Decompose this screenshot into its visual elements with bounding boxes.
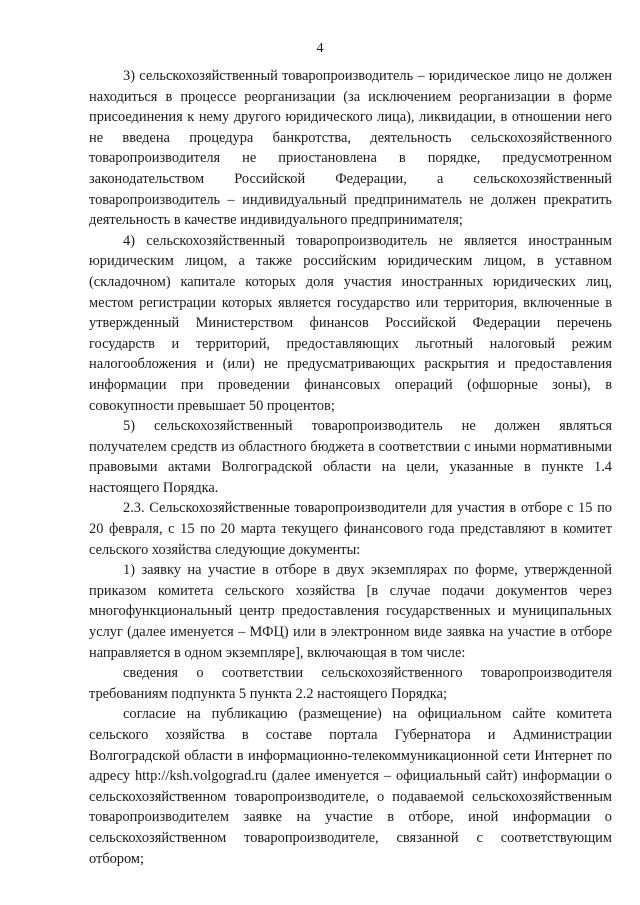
page-number: 4 <box>316 41 324 56</box>
paragraph-clause-3: 3) сельскохозяйственный товаропроизводитель – юридическое лицо не должен находиться в процессе реорганизации (за исключением реорганизации в форме присоединения к нему другого юридического лица), ликвидации, в отношении него не введена процедура банкротства, деятельность сельскохозяйственного товаропроизводителя не приостановлена в порядке, предусмотренном законодательством Российской Федерации, а сельскохозяйственный товаропроизводитель – индивидуальный предприниматель не должен прекратить деятельность в качестве индивидуального предпринимателя; <box>89 68 612 229</box>
paragraph-publication-consent: согласие на публикацию (размещение) на официальном сайте комитета сельского хозяйства в составе портала Губернатора и Администрации Волгоградской области в информационно-телекоммуникационной сети Интернет по адресу http://ksh.volgograd.ru (далее именуется – официальный сайт) информации о сельскохозяйственном товаропроизводителе, о подаваемой сельскохозяйственным товаропроизводителем заявке на участие в отборе, иной информации о сельскохозяйственном товаропроизводителе, связанной с соответствующим отбором; <box>89 706 612 867</box>
paragraph-section-2-3: 2.3. Сельскохозяйственные товаропроизводители для участия в отборе с 15 по 20 февраля, с 15 по 20 марта текущего финансового года представляют в комитет сельского хозяйства следующие документы: <box>89 500 612 558</box>
paragraph-clause-5: 5) сельскохозяйственный товаропроизводитель не должен являться получателем средств из областного бюджета в соответствии с иными нормативными правовыми актами Волгоградской области на цели, указанные в пункте 1.4 настоящего Порядка. <box>89 418 612 496</box>
document-body <box>89 66 612 869</box>
paragraph-clause-4: 4) сельскохозяйственный товаропроизводитель не является иностранным юридическим лицом, а также российским юридическим лицом, в уставном (складочном) капитале которых доля участия иностранных юридических лиц, местом регистрации которых является государство или территория, включенные в утвержденный Министерством финансов Российской Федерации перечень государств и территорий, предоставляющих льготный налоговый режим налогообложения и (или) не предусматривающих раскрытия и предоставления информации при проведении финансовых операций (офшорные зоны), в совокупности превышает 50 процентов; <box>89 232 612 414</box>
paragraph-compliance-info: сведения о соответствии сельскохозяйственного товаропроизводителя требованиям подпункта 5 пункта 2.2 настоящего Порядка; <box>89 665 612 702</box>
paragraph-item-1-application: 1) заявку на участие в отборе в двух экземплярах по форме, утвержденной приказом комитета сельского хозяйства [в случае подачи документов через многофункциональный центр предоставления государственных и муниципальных услуг (далее именуется – МФЦ) или в электронном виде заявка на участие в отборе направляется в одном экземпляре], включающая в том числе: <box>89 562 612 661</box>
